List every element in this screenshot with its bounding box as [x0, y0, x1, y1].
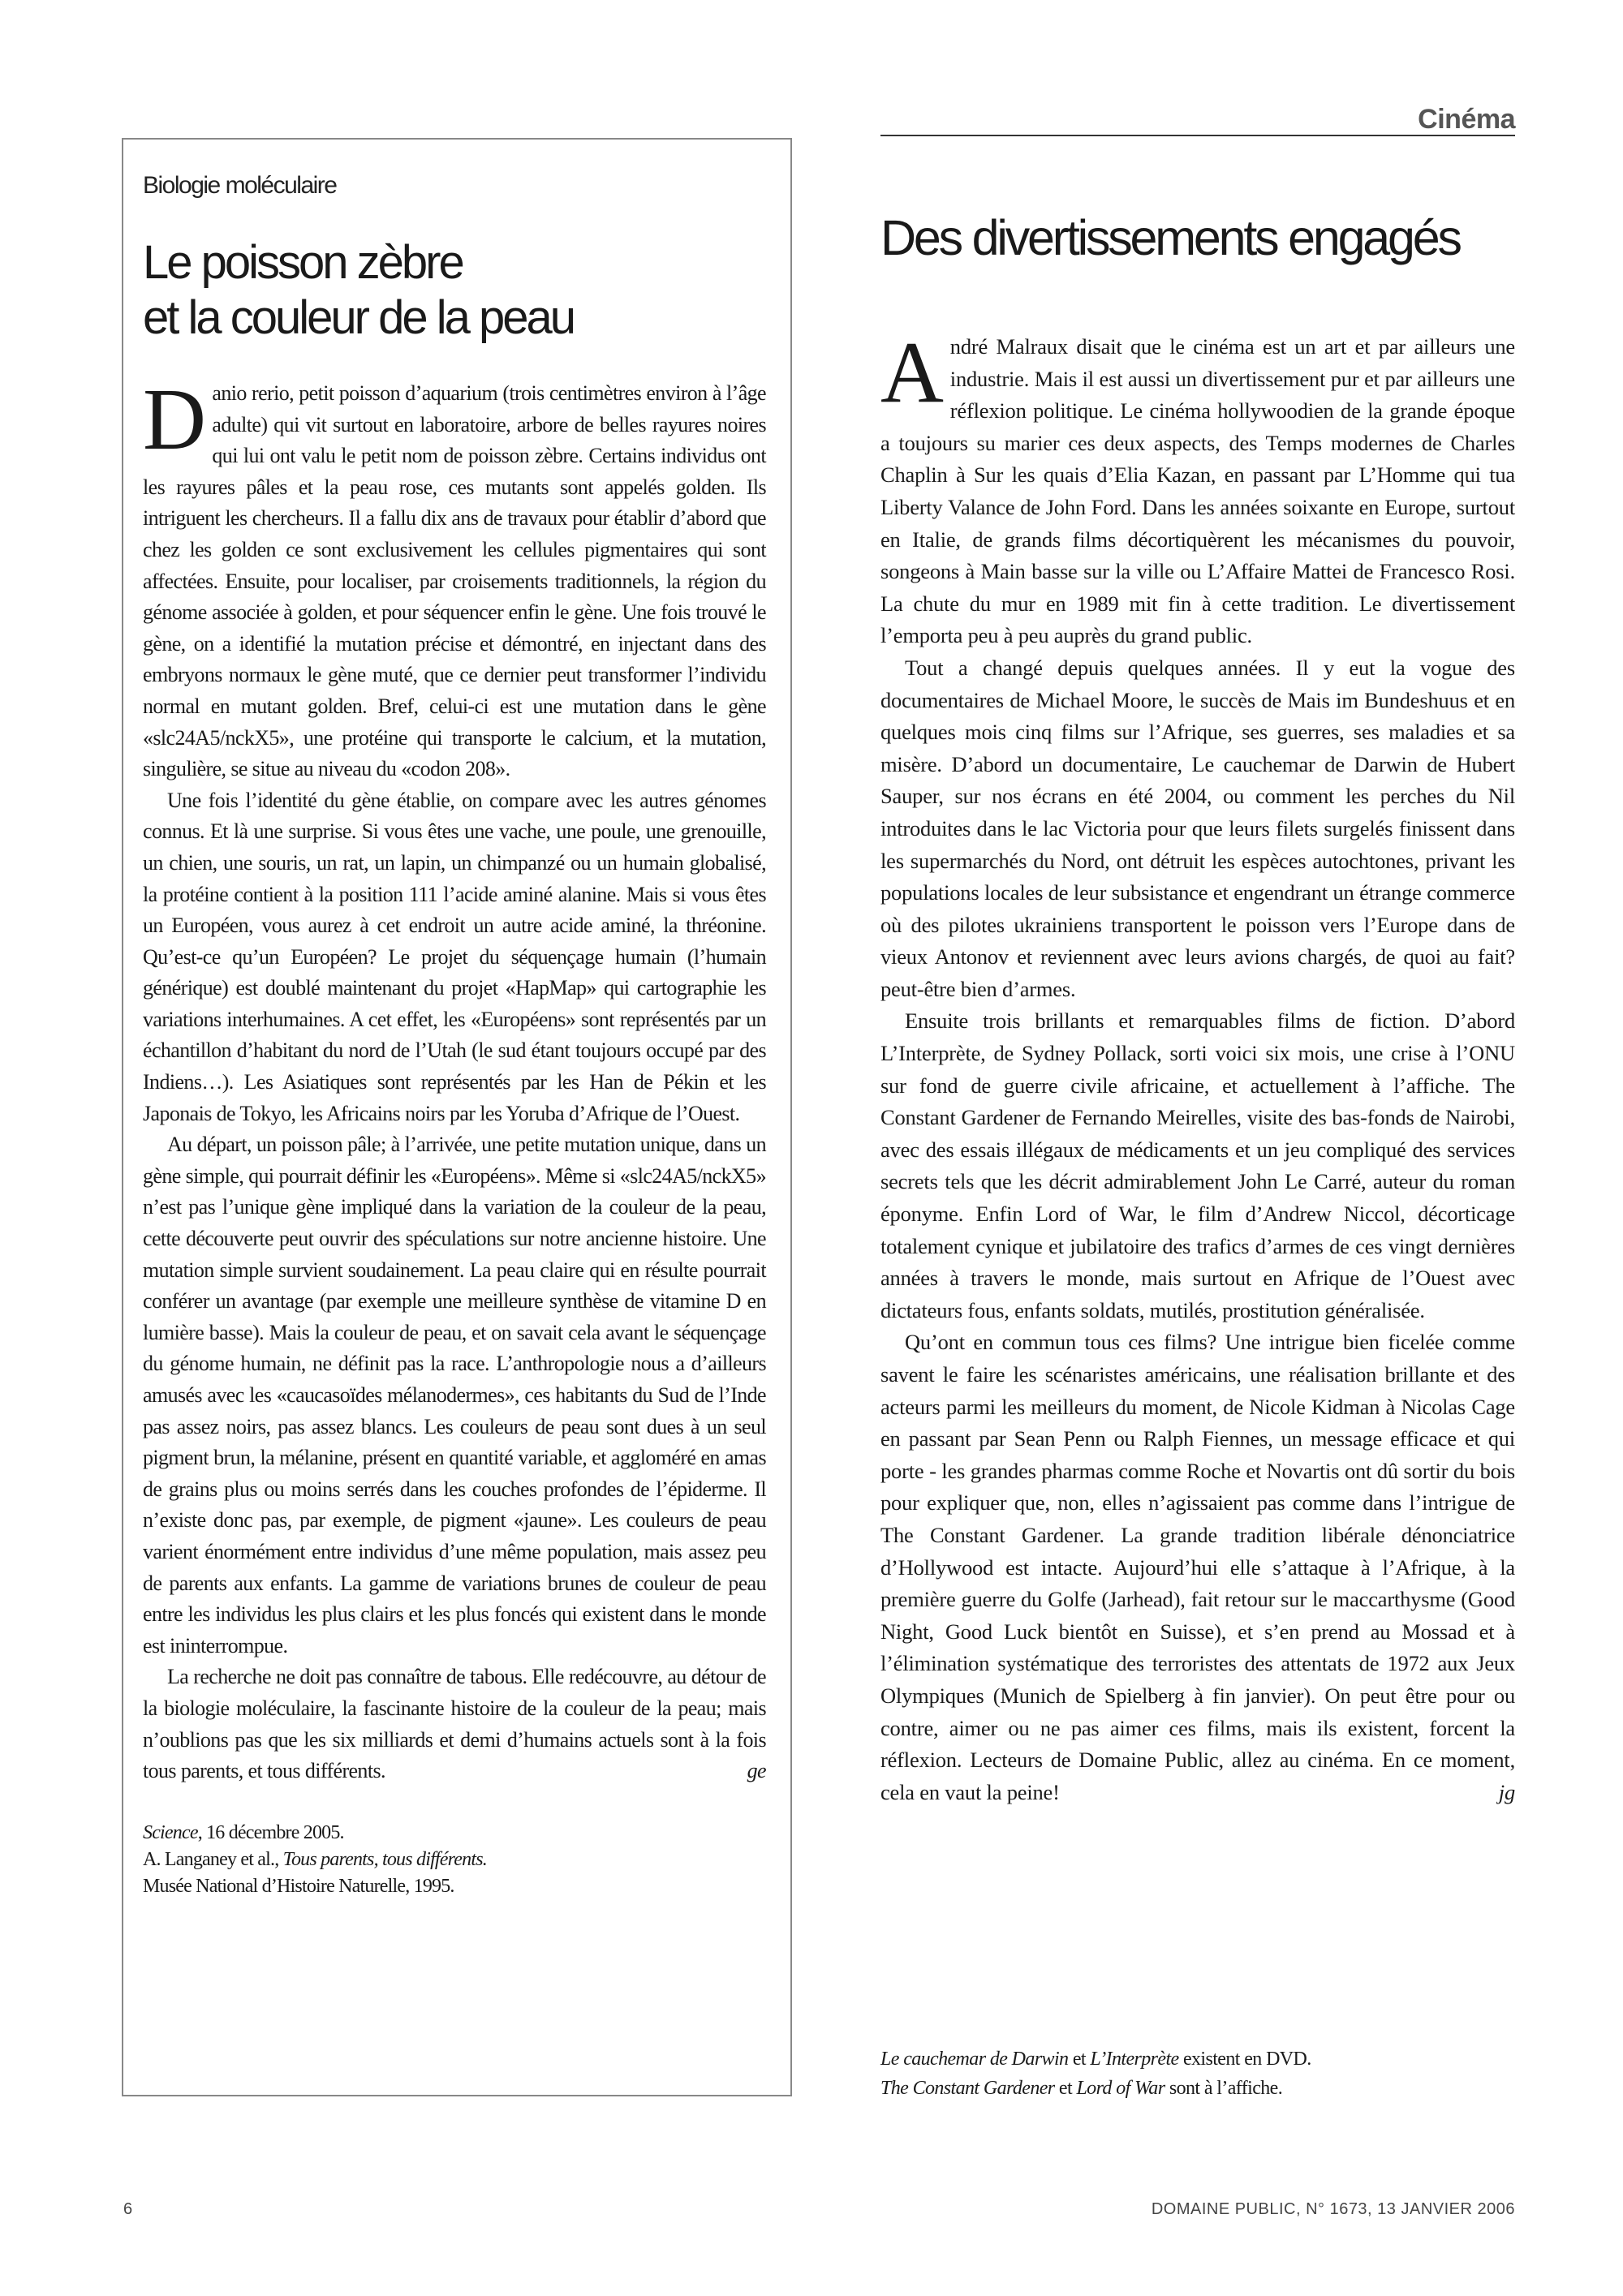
- paragraph: Tout a changé depuis quelques années. Il y eut la vogue des documentaires de Michael Moore, le succès de Mais im Bundeshuus et en quelques mois cinq films sur l’Afrique, ses guerres, ses maladies et sa misère. D’abord un documentaire, Le cauchemar de Darwin de Hubert Sauper, sur nos écrans en été 2004, ou comment les perches du Nil introduites dans le lac Victoria pour que leurs filets surgelés finissent dans les supermarchés du Nord, ont détruit les espèces autochtones, privant les populations locales de leur subsistance et engendrant un étrange commerce où des pilotes ukrainiens transportent le poisson vers l’Europe dans de vieux Antonov et reviennent avec leurs avions chargés, de quoi au fait? peut-être bien d’armes.: [880, 655, 1515, 1001]
- drop-cap: D: [143, 372, 206, 468]
- right-article-body: [880, 325, 1515, 1808]
- paragraph-text: La recherche ne doit pas connaître de tabous. Elle redécouvre, au détour de la biologie moléculaire, la fascinante histoire de la couleur de la peau; mais n’oublions pas que les six milliards et demi d’humains actuels sont à la fois tous parents, et tous différents.: [143, 1665, 766, 1783]
- paragraph: [143, 372, 766, 785]
- note-line: Le cauchemar de Darwin et L’Interprète existent en DVD.: [880, 2049, 1311, 2070]
- left-article-notes: [143, 1820, 766, 1900]
- paragraph: [143, 1662, 766, 1786]
- publication-info: DOMAINE PUBLIC, N° 1673, 13 JANVIER 2006: [1151, 2200, 1515, 2218]
- left-article-box: [122, 138, 792, 2096]
- left-article-body: [143, 372, 766, 1787]
- author-signature: jg: [1498, 1779, 1515, 1804]
- left-title-line-1: Le poisson zèbre: [143, 236, 463, 289]
- section-label: Cinéma: [1418, 104, 1515, 135]
- note-line: Musée National d’Histoire Naturelle, 1995.: [143, 1875, 454, 1897]
- paragraph-text: anio rerio, petit poisson d’aquarium (trois centimètres environ à l’âge adulte) qui vit surtout en laboratoire, arbore de belles rayures noires qui lui ont valu le petit nom de poisson zèbre. Certains individus ont les rayures pâles et la peau rose, ces mutants sont appelés golden. Ils intriguent les chercheurs. Il a fallu dix ans de travaux pour établir d’abord que chez les golden ce sont exclusivement les cellules pigmentaires qui sont affectées. Ensuite, pour localiser, par croisements traditionnels, la région du génome associée à golden, et pour séquencer enfin le gène. Une fois trouvé le gène, on a identifié la mutation précise et démontré, en injectant dans des embryons normaux le gène muté, que ce dernier peut transformer l’individu normal en mutant golden. Bref, celui-ci est une mutation dans le gène «slc24A5/nckX5», une protéine qui transporte le calcium, et la mutation, singulière, se situe au niveau du «codon 208».: [143, 381, 766, 781]
- right-article-title: Des divertissements engagés: [880, 210, 1460, 265]
- note-line: The Constant Gardener et Lord of War sont à l’affiche.: [880, 2078, 1283, 2099]
- drop-cap: A: [880, 325, 944, 421]
- left-title-line-2: et la couleur de la peau: [143, 291, 574, 344]
- section-rule: [880, 135, 1515, 136]
- note-line: A. Langaney et al., Tous parents, tous différents.: [143, 1848, 487, 1870]
- paragraph-text: Qu’ont en commun tous ces films? Une intrigue bien ficelée comme savent le faire les scénaristes américains, une réalisation brillante et des acteurs parmi les meilleurs du moment, de Nicole Kidman à Nicolas Cage en passant par Sean Penn ou Ralph Fiennes, un message efficace et qui porte - les grandes pharmas comme Roche et Novartis ont dû sortir du bois pour expliquer que, non, elles n’agissaient pas comme dans l’intrigue de The Constant Gardener. La grande tradition libérale dénonciatrice d’Hollywood est intacte. Aujourd’hui elle s’attaque à l’Afrique, à la première guerre du Golfe (Jarhead), fait retour sur le maccarthysme (Good Night, Good Luck bientôt en Suisse), et s’en prend au Mossad et à l’élimination systématique des terroristes des attentats de 1972 aux Jeux Olympiques (Munich de Spielberg à fin janvier). On peut être pour ou contre, aimer ou ne pas aimer ces films, mais ils existent, forcent la réflexion. Lecteurs de Domaine Public, allez au cinéma. En ce moment, cela en vaut la peine!: [880, 1330, 1515, 1804]
- paragraph: Une fois l’identité du gène établie, on compare avec les autres génomes connus. Et là une surprise. Si vous êtes une vache, une poule, une grenouille, un chien, une souris, un rat, un lapin, un chimpanzé ou un humain globalisé, la protéine contient à la position 111 l’acide aminé alanine. Mais si vous êtes un Européen, vous aurez à cet endroit un autre acide aminé, la thréonine. Qu’est-ce qu’un Européen? Le projet du séquençage humain (l’humain générique) est doublé maintenant du projet «HapMap» qui cartographie les variations interhumaines. A cet effet, les «Européens» sont représentés par un échantillon d’habitant du nord de l’Utah (le sud étant toujours occupé par des Indiens…). Les Asiatiques sont représentés par les Han de Pékin et les Japonais de Tokyo, les Africains noirs par les Yoruba d’Afrique de l’Ouest.: [143, 788, 766, 1125]
- paragraph: Ensuite trois brillants et remarquables films de fiction. D’abord L’Interprète, de Sydney Pollack, sorti voici six mois, une crise à l’ONU sur fond de guerre civile africaine, et actuellement à l’affiche. The Constant Gardener de Fernando Meirelles, visite des bas-fonds de Nairobi, avec des essais illégaux de médicaments et un jeu compliqué des services secrets tels que les décrit admirablement John Le Carré, auteur du roman éponyme. Enfin Lord of War, le film d’Andrew Niccol, décorticage totalement cynique et jubilatoire des trafics d’armes de ces vingt dernières années à travers le monde, mais surtout en Afrique de l’Ouest avec dictateurs fous, enfants soldats, mutilés, prostitution généralisée.: [880, 1008, 1515, 1322]
- author-signature: ge: [747, 1759, 766, 1783]
- right-article-notes: [880, 2044, 1311, 2103]
- page-number: 6: [123, 2200, 133, 2218]
- paragraph-text: ndré Malraux disait que le cinéma est un art et par ailleurs une industrie. Mais il est aussi un divertissement pur et par ailleurs une réflexion politique. Le cinéma hollywoodien de la grande époque a toujours su marier ces deux aspects, des Temps modernes de Charles Chaplin à Sur les quais d’Elia Kazan, en passant par L’Homme qui tua Liberty Valance de John Ford. Dans les années soixante en Europe, surtout en Italie, de grands films décortiquèrent les mécanismes du pouvoir, songeons à Main basse sur la ville ou L’Affaire Mattei de Francesco Rosi. La chute du mur en 1989 mit fin à cette tradition. Le divertissement l’emporta peu à peu auprès du grand public.: [880, 334, 1515, 648]
- paragraph: [880, 1326, 1515, 1808]
- note-line: Science, 16 décembre 2005.: [143, 1821, 344, 1843]
- paragraph: Au départ, un poisson pâle; à l’arrivée, une petite mutation unique, dans un gène simple, qui pourrait définir les «Européens». Même si «slc24A5/nckX5» n’est pas l’unique gène impliqué dans la variation de la couleur de la peau, cette découverte peut ouvrir des spéculations sur notre ancienne histoire. Une mutation simple survient soudainement. La peau claire qui en résulte pourrait conférer un avantage (par exemple une meilleure synthèse de vitamine D en lumière basse). Mais la couleur de peau, et on savait cela avant le séquençage du génome humain, ne définit pas la race. L’anthropologie nous a d’ailleurs amusés avec les «caucasoïdes mélanodermes», ces habitants du Sud de l’Inde pas assez noirs, pas assez blancs. Les couleurs de peau sont dues à un seul pigment brun, la mélanine, présent en quantité variable, et aggloméré en amas de grains plus ou moins serrés dans les couches profondes de l’épiderme. Il n’existe donc pas, par exemple, de pigment «jaune». Les couleurs de peau varient énormément entre individus d’une même population, mais assez peu de parents aux enfants. La gamme de variations brunes de couleur de peau entre les individus les plus clairs et les plus foncés qui existent dans le monde est ininterrompue.: [143, 1133, 766, 1658]
- rubric: Biologie moléculaire: [143, 172, 337, 199]
- paragraph: [880, 325, 1515, 652]
- left-article-title: [143, 235, 766, 346]
